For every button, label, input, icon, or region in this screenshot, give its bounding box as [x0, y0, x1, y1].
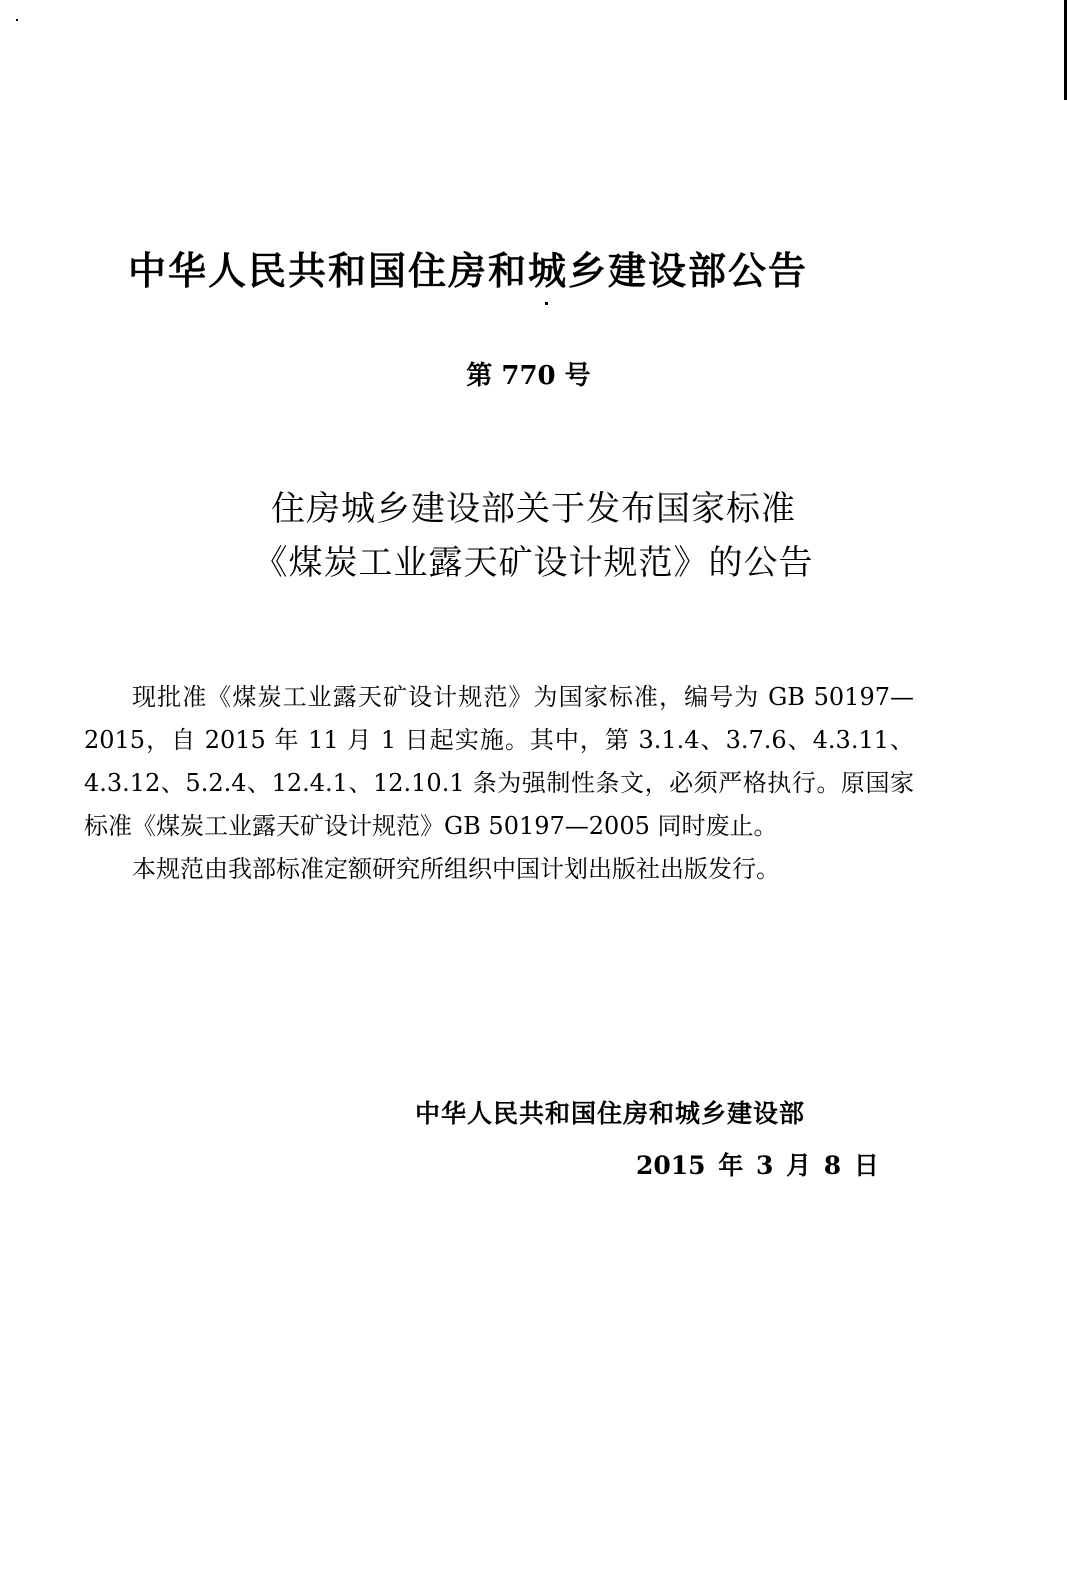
subtitle-line-1: 住房城乡建设部关于发布国家标准: [271, 489, 796, 529]
issue-date: 2015 年 3 月 8 日: [636, 1151, 879, 1180]
body-paragraph-1: 现批准《煤炭工业露天矿设计规范》为国家标准，编号为 GB 50197—2015，自 2015 年 11 月 1 日起实施。其中，第 3.1.4、3.7.6、4.3.11、4.3.12、5.2.4、12.4.1、12.10.1 条为强制性条文，必须严格执行。原国家标准《煤炭工业露天矿设计规范》GB 50197—2005 同时废止。: [84, 683, 914, 840]
announcement-title: 中华人民共和国住房和城乡建设部公告: [128, 249, 809, 293]
announcement-number: 第 770 号: [466, 361, 591, 391]
issuer-signature: 中华人民共和国住房和城乡建设部: [415, 1099, 806, 1128]
announcement-subtitle: [0, 482, 1067, 590]
scan-speck: [545, 302, 548, 305]
body-paragraph-2: 本规范由我部标准定额研究所组织中国计划出版社出版发行。: [132, 855, 780, 883]
announcement-body: [84, 676, 914, 891]
subtitle-line-2: 《煤炭工业露天矿设计规范》的公告: [253, 543, 814, 583]
scan-speck: [16, 19, 18, 21]
